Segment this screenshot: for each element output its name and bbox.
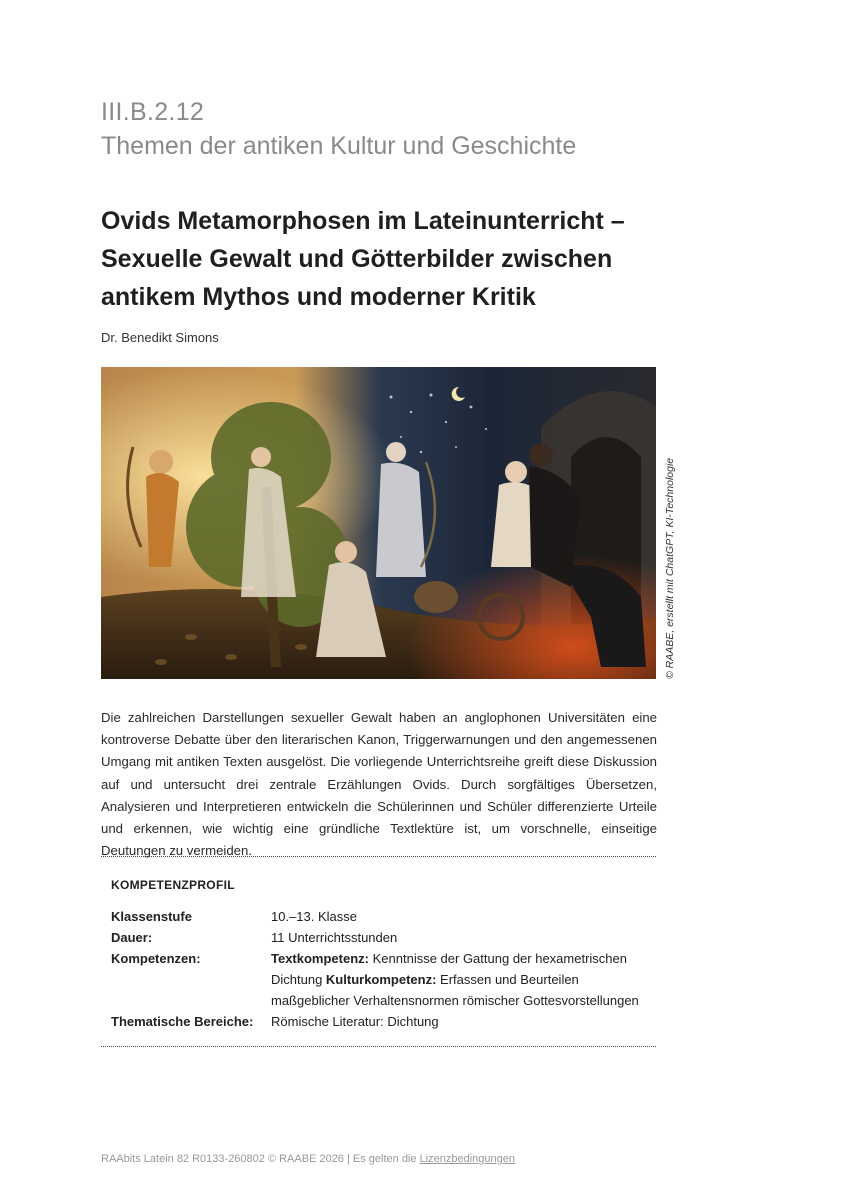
- kp-label: Thematische Bereiche:: [111, 1014, 254, 1029]
- footer-text: RAAbits Latein 82 R0133-260802 © RAABE 2026 | Es gelten die: [101, 1153, 420, 1165]
- mythology-illustration: [101, 367, 656, 679]
- kp-label: Kompetenzen:: [111, 951, 201, 966]
- text-competence-value: Kenntnisse der Gattung der hexametrischen Dichtung: [271, 951, 627, 987]
- kp-value: [271, 948, 651, 1011]
- image-credit: © RAABE, erstellt mit ChatGPT, KI-Technologie: [664, 457, 676, 679]
- divider-top: [101, 856, 656, 857]
- kompetenzprofil-heading: KOMPETENZPROFIL: [111, 878, 235, 892]
- kompetenzprofil-table: [111, 906, 651, 1032]
- license-link[interactable]: Lizenzbedingungen: [419, 1153, 515, 1165]
- kp-row-kompetenzen: [111, 948, 651, 1011]
- page-title: [101, 202, 661, 316]
- divider-bottom: [101, 1046, 656, 1047]
- text-competence-label: Textkompetenz:: [271, 951, 369, 966]
- title-line-2: Sexuelle Gewalt und Götterbilder zwischen: [101, 245, 613, 273]
- kp-value: 10.–13. Klasse: [271, 909, 358, 924]
- kp-row-dauer: [111, 927, 651, 948]
- author: Dr. Benedikt Simons: [101, 330, 219, 345]
- kp-label: Dauer:: [111, 930, 153, 945]
- kp-row-klassenstufe: [111, 906, 651, 927]
- culture-competence-value: Erfassen und Beurteilen maßgeblicher Verhaltensnormen römischer Gottesvorstellungen: [271, 972, 639, 1008]
- title-line-3: antikem Mythos und moderner Kritik: [101, 283, 536, 311]
- title-line-1: Ovids Metamorphosen im Lateinunterricht –: [101, 207, 625, 235]
- kp-value: Römische Literatur: Dichtung: [271, 1014, 439, 1029]
- culture-competence-label: Kulturkompetenz:: [325, 972, 437, 987]
- intro-paragraph: Die zahlreichen Darstellungen sexueller Gewalt haben an anglophonen Universitäten eine kontroverse Debatte über den literarischen Kanon, Triggerwarnungen und den angemessenen Umgang mit antiken Texten ausgelöst. Die vorliegende Unterrichtsreihe greift diese Diskussion auf und untersucht drei zentrale Erzählungen Ovids. Durch sorgfältiges Übersetzen, Analysieren und Interpretieren entwickeln die Schülerinnen und Schüler differenzierte Urteile und erkennen, wie wichtig eine gründliche Textlektüre ist, um vorschnelle, einseitige Deutungen zu vermeiden.: [101, 710, 657, 859]
- kp-value: 11 Unterrichtsstunden: [271, 930, 398, 945]
- series-title: Themen der antiken Kultur und Geschichte: [101, 132, 577, 160]
- kp-label: Klassenstufe: [111, 909, 192, 924]
- series-code: III.B.2.12: [101, 98, 205, 126]
- kp-row-thematische-bereiche: [111, 1011, 651, 1032]
- footer: [101, 1153, 515, 1165]
